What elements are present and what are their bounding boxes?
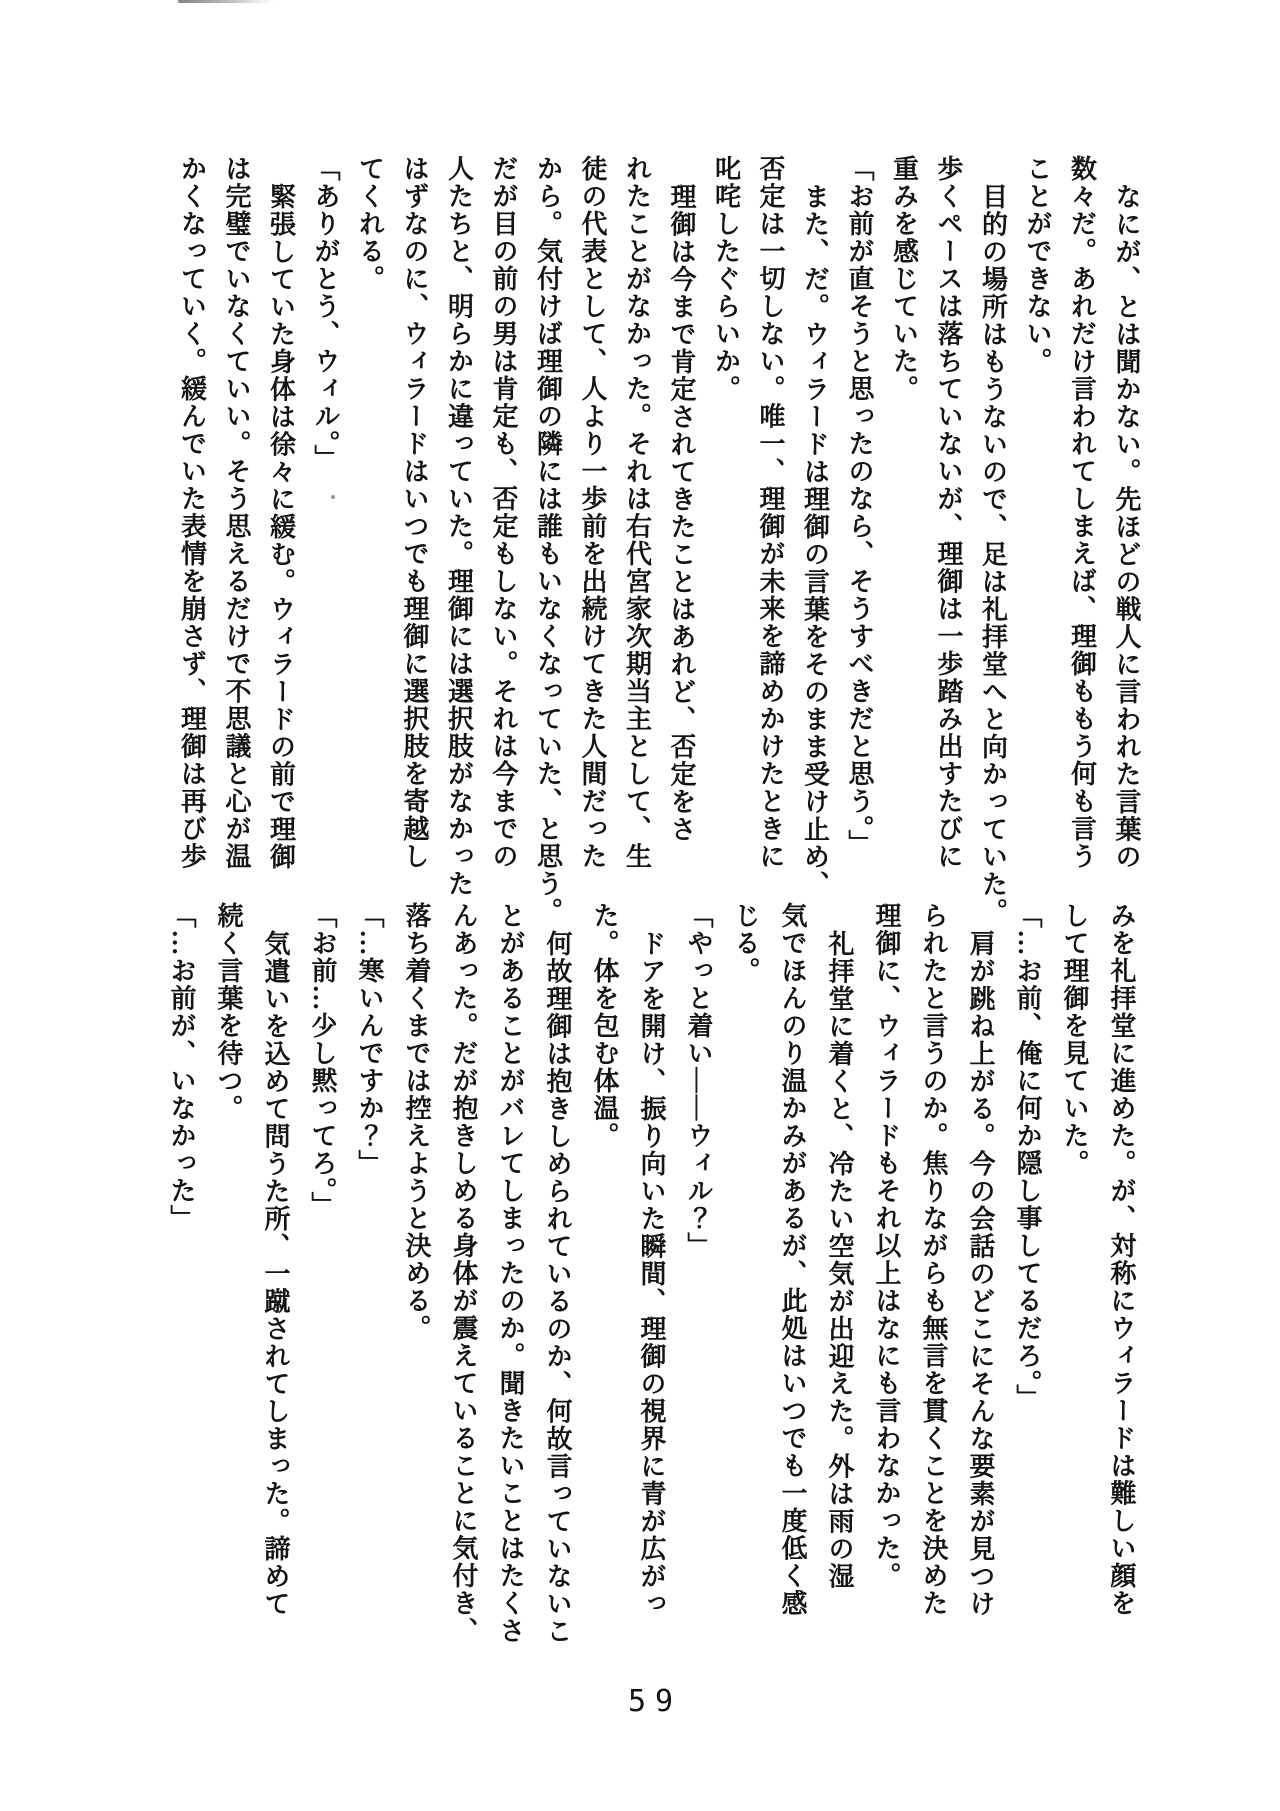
text-column: 目的の場所はもうないので、足は礼拝堂へと向かっていた。 — [978, 182, 1008, 925]
text-column: 否定は一切しない。唯一、理御が未来を諦めかけたときに — [756, 155, 785, 870]
text-column: 「…お前、俺に何か隠し事してるだろ。」 — [1013, 902, 1042, 1412]
text-column: 落ち着くまでは控えようと決める。 — [402, 902, 431, 1342]
text-column: 叱咤したぐらいか。 — [711, 155, 741, 403]
text-column: た。体を包む体温。 — [590, 902, 619, 1150]
text-column: 歩くペースは落ちていないが、理御は一歩踏み出すたびに — [934, 155, 963, 870]
text-column: 「やっと着い――ウィル？」 — [684, 902, 713, 1260]
text-column: 理御に、ウィラードもそれ以上はなにも言わなかった。 — [872, 902, 901, 1590]
text-column: じる。 — [731, 902, 760, 985]
text-column: 数々だ。あれだけ言われてしまえば、理御ももう何も言う — [1067, 155, 1097, 870]
text-column: だが目の前の男は肯定も、否定もしない。それは今までの — [489, 155, 518, 870]
text-column: 「…寒いんですか？」 — [355, 902, 384, 1177]
text-column: 気でほんのり温かみがあるが、此処はいつでも一度低く感 — [778, 902, 807, 1617]
text-column: かくなっていく。緩んでいた表情を崩さず、理御は再び歩 — [177, 155, 207, 870]
text-column: てくれる。 — [355, 155, 385, 293]
page-number: 59 — [627, 1684, 683, 1719]
text-column: 続く言葉を待つ。 — [214, 902, 243, 1122]
text-column: はずなのに、ウィラードはいつでも理御に選択肢を寄越し — [400, 155, 429, 870]
text-column: れたことがなかった。それは右代宮家次期当主として、生 — [622, 155, 652, 870]
text-column: 理御は今まで肯定されてきたことはあれど、否定をさ — [667, 182, 696, 843]
text-column: なにが、とは聞かない。先ほどの戦人に言われた言葉の — [1112, 182, 1141, 870]
text-column: 徒の代表として、人より一歩前を出続けてきた人間だった — [578, 155, 607, 870]
text-column: また、だ。ウィラードは理御の言葉をそのまま受け止め、 — [800, 182, 830, 898]
text-column: は完璧でいなくていい。そう思えるだけで不思議と心が温 — [222, 155, 251, 870]
text-column: から。気付けば理御の隣には誰もいなくなっていた、と思う。 — [533, 155, 563, 925]
scan-streak-artifact — [178, 0, 276, 3]
text-column: 何故理御は抱きしめられているのか、何故言っていないこ — [543, 929, 572, 1645]
text-column: 「ありがとう、ウィル。」 — [311, 155, 340, 472]
text-column: んあった。だが抱きしめる身体が震えていることに気付き、 — [449, 902, 478, 1645]
text-column: ことができない。 — [1023, 155, 1052, 375]
text-column: とがあることがバレてしまったのか。聞きたいことはたくさ — [496, 902, 525, 1645]
text-column: ドアを開け、振り向いた瞬間、理御の視界に青が広がっ — [637, 929, 666, 1617]
text-column: 「…お前が、いなかった」 — [167, 902, 196, 1232]
text-column: 「お前…少し黙ってろ。」 — [308, 902, 337, 1219]
text-column: 気遣いを込めて問うた所、一蹴されてしまった。諦めて — [261, 929, 290, 1617]
text-column: 緊張していた身体は徐々に緩む。ウィラードの前で理御 — [266, 182, 296, 870]
text-column: して理御を見ていた。 — [1060, 902, 1089, 1177]
text-column: 礼拝堂に着くと、冷たい空気が出迎えた。外は雨の湿 — [825, 929, 854, 1590]
text-column: 肩が跳ね上がる。今の会話のどこにそんな要素が見つけ — [966, 929, 995, 1617]
text-block-bottom — [158, 902, 1145, 1648]
text-block-top — [169, 155, 1148, 925]
text-column: 「お前が直そうと思ったのなら、そうすべきだと思う。」 — [845, 155, 874, 857]
text-column: られたと言うのか。焦りながらも無言を貫くことを決めた — [919, 902, 948, 1617]
text-column: みを礼拝堂に進めた。が、対称にウィラードは難しい顔を — [1107, 902, 1136, 1617]
text-column: 重みを感じていた。 — [889, 155, 919, 403]
text-column: 人たちと、明らかに違っていた。理御には選択肢がなかった — [444, 155, 474, 898]
